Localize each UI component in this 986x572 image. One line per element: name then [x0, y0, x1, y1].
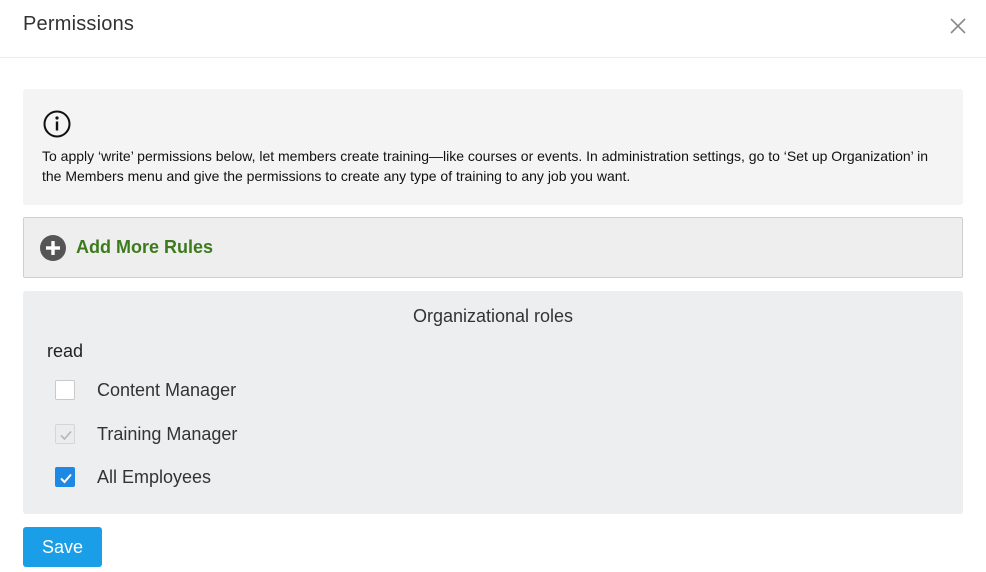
dialog-title: Permissions	[23, 13, 135, 35]
all-employees-checkbox[interactable]	[55, 467, 75, 487]
add-more-rules-label: Add More Rules	[76, 237, 214, 257]
role-label: Training Manager	[97, 424, 238, 444]
check-icon	[58, 427, 74, 443]
role-label: All Employees	[97, 467, 212, 487]
info-panel	[23, 89, 963, 205]
add-more-rules-button[interactable]	[23, 217, 963, 278]
role-row-all-employees[interactable]	[55, 467, 455, 491]
role-row-training-manager[interactable]	[55, 424, 455, 448]
save-button[interactable]: Save	[23, 527, 102, 567]
training-manager-checkbox[interactable]	[55, 424, 75, 444]
organizational-roles-panel	[23, 291, 963, 514]
close-button[interactable]	[946, 14, 970, 38]
check-icon	[58, 470, 74, 486]
role-label: Content Manager	[97, 380, 237, 400]
content-manager-checkbox[interactable]	[55, 380, 75, 400]
role-row-content-manager[interactable]	[55, 380, 455, 404]
plus-circle-icon	[40, 235, 66, 261]
roles-title: Organizational roles	[412, 306, 574, 326]
permission-label: read	[47, 341, 84, 361]
dialog-header	[0, 0, 986, 58]
info-icon	[42, 109, 72, 139]
info-text: To apply ‘write’ permissions below, let members create training—like courses or events. In administration settings, go to ‘Set up Organization’ in the Members menu and give the permissions to create any type of training to any job you want.	[42, 148, 929, 184]
close-icon	[946, 14, 970, 38]
